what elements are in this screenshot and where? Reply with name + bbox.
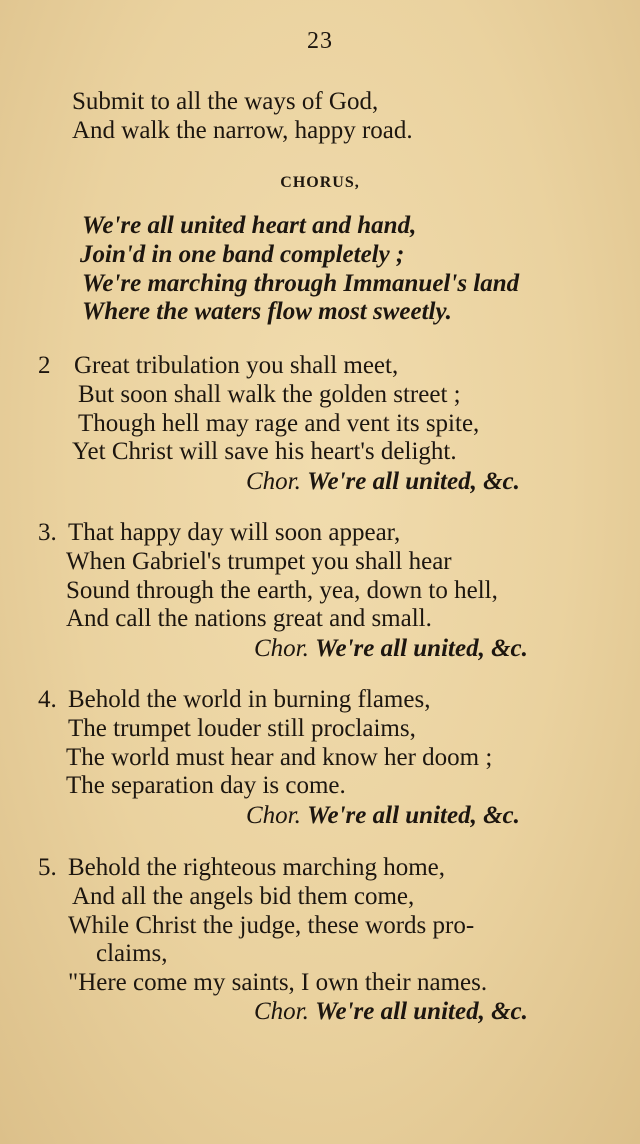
chorus-ref-text: We're all united, &c.	[315, 998, 528, 1025]
verse-line: And all the angels bid them come,	[72, 883, 415, 910]
chorus-ref-text: We're all united, &c.	[307, 802, 520, 829]
page-number: 23	[307, 28, 333, 54]
chorus-heading: CHORUS,	[280, 174, 360, 191]
chorus-label: Chor.	[246, 802, 301, 829]
chorus-line: We're all united heart and hand,	[82, 212, 417, 239]
verse-line: When Gabriel's trumpet you shall hear	[66, 548, 452, 575]
chorus-reference	[254, 635, 528, 663]
verse-line: While Christ the judge, these words pro-	[68, 912, 475, 939]
chorus-line: We're marching through Immanuel's land	[82, 270, 520, 297]
stanza-number: 5.	[38, 854, 57, 881]
chorus-label: Chor.	[254, 635, 309, 662]
verse-line: claims,	[96, 940, 168, 967]
stanza-number: 2	[38, 352, 51, 379]
chorus-line: Where the waters flow most sweetly.	[82, 298, 452, 325]
verse-line: But soon shall walk the golden street ;	[78, 381, 461, 408]
verse-line: And call the nations great and small.	[66, 605, 432, 632]
stanza-number: 3.	[38, 519, 57, 546]
verse-line: Behold the world in burning flames,	[68, 686, 431, 713]
chorus-line: Join'd in one band completely ;	[80, 241, 405, 268]
verse-line: Submit to all the ways of God,	[72, 88, 379, 115]
verse-line: The trumpet louder still proclaims,	[68, 715, 416, 742]
verse-line: "Here come my saints, I own their names.	[68, 969, 488, 996]
chorus-reference	[246, 802, 520, 830]
verse-line: Yet Christ will save his heart's delight.	[72, 438, 457, 465]
stanza-number: 4.	[38, 686, 57, 713]
chorus-label: Chor.	[254, 998, 309, 1025]
verse-line: The world must hear and know her doom ;	[66, 744, 493, 771]
verse-line: And walk the narrow, happy road.	[72, 117, 413, 144]
chorus-ref-text: We're all united, &c.	[307, 468, 520, 495]
chorus-reference	[246, 468, 520, 496]
chorus-label: Chor.	[246, 468, 301, 495]
verse-line: The separation day is come.	[66, 772, 346, 799]
chorus-ref-text: We're all united, &c.	[315, 635, 528, 662]
verse-line: Behold the righteous marching home,	[68, 854, 446, 881]
verse-line: Though hell may rage and vent its spite,	[78, 410, 480, 437]
verse-line: That happy day will soon appear,	[68, 519, 401, 546]
verse-line: Sound through the earth, yea, down to hell,	[66, 577, 498, 604]
verse-line: Great tribulation you shall meet,	[74, 352, 399, 379]
chorus-reference	[254, 998, 528, 1026]
